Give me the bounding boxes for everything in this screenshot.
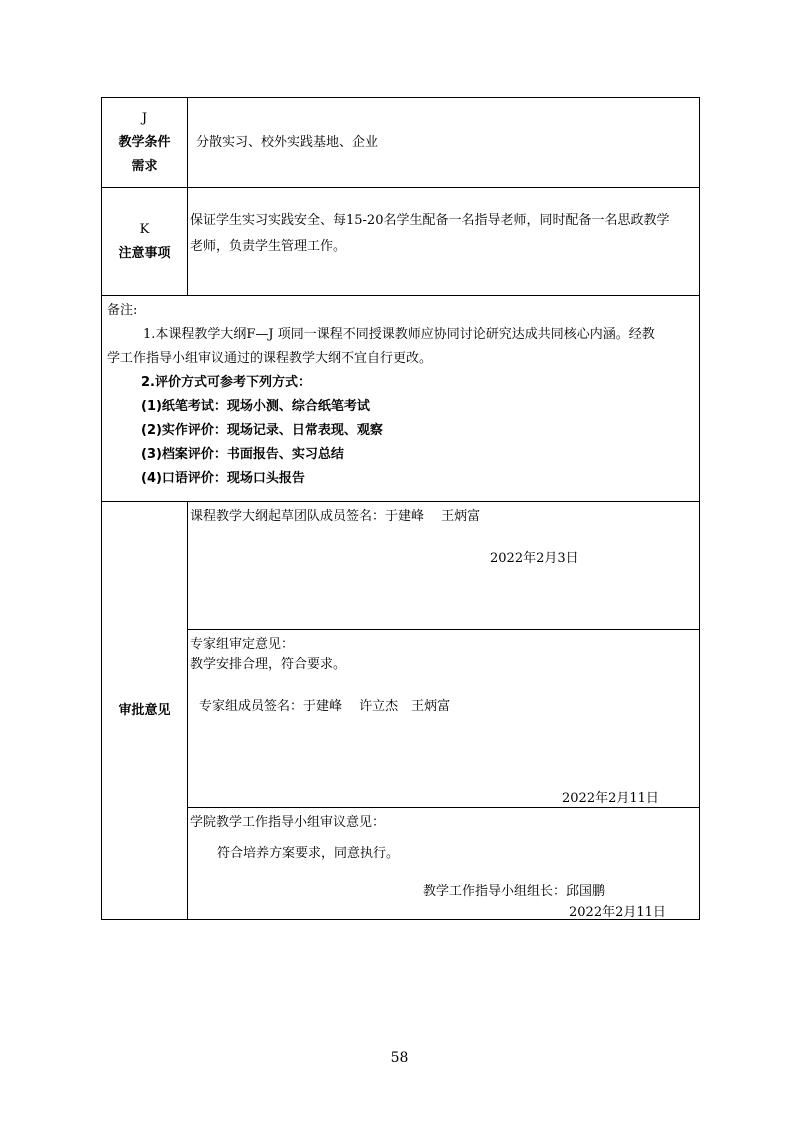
attention-label: 注意事项 [118, 245, 171, 261]
drafting-signature-line: 课程教学大纲起草团队成员签名：于建峰 王炳富 [190, 509, 481, 524]
approval-expert-row [102, 630, 700, 808]
college-date: 2022年2月11日 [569, 905, 666, 920]
conditions-code: J [141, 110, 148, 126]
attention-content-line1: 保证学生实习实践安全、每15-20名学生配备一名指导老师，同时配备一名思政教学 [190, 213, 670, 228]
evaluation-method: (2)实作评价：现场记录、日常表现、观察 [141, 423, 383, 438]
evaluation-method: (3)档案评价：书面报告、实习总结 [141, 447, 344, 462]
expert-signature-line: 专家组成员签名：于建峰 许立杰 王炳富 [199, 699, 451, 714]
remarks-row [102, 296, 700, 502]
attention-label-cell [102, 188, 188, 296]
conditions-content: 分散实习、校外实践基地、企业 [196, 134, 379, 150]
expert-title: 专家组审定意见： [190, 637, 295, 652]
attention-row [102, 188, 700, 296]
conditions-label-cell [102, 98, 188, 188]
expert-cell [188, 630, 700, 808]
college-title: 学院教学工作指导小组审议意见： [190, 815, 386, 830]
remarks-item2: 2.评价方式可参考下列方式： [141, 375, 311, 390]
evaluation-method: (4)口语评价：现场口头报告 [141, 471, 305, 486]
college-leader-line: 教学工作指导小组组长：邱国鹏 [423, 884, 606, 899]
remarks-item1-line2: 学工作指导小组审议通过的课程教学大纲不宜自行更改。 [107, 351, 433, 366]
remarks-title: 备注: [107, 303, 138, 318]
evaluation-method: (1)纸笔考试：现场小测、综合纸笔考试 [141, 399, 370, 414]
college-opinion: 符合培养方案要求，同意执行。 [217, 846, 400, 861]
conditions-content-cell [188, 98, 700, 188]
approval-label-cell [102, 502, 188, 920]
expert-date: 2022年2月11日 [562, 791, 659, 806]
drafting-cell [188, 502, 700, 630]
attention-code: K [139, 221, 150, 237]
attention-content-line2: 老师，负责学生管理工作。 [190, 239, 347, 254]
remarks-cell [102, 296, 700, 502]
approval-college-row [102, 808, 700, 920]
approval-label: 审批意见 [118, 702, 171, 718]
attention-content-cell [188, 188, 700, 296]
expert-opinion: 教学安排合理，符合要求。 [190, 657, 347, 672]
conditions-row [102, 98, 700, 188]
conditions-label-line1: 教学条件 [118, 134, 171, 150]
remarks-item1-line1: 1.本课程教学大纲F—J 项同一课程不同授课教师应协同讨论研究达成共同核心内涵。经教 [143, 327, 655, 342]
syllabus-form-table [101, 97, 700, 920]
college-cell [188, 808, 700, 920]
page-number: 58 [390, 1050, 409, 1066]
conditions-label-line2: 需求 [131, 158, 158, 174]
drafting-date: 2022年2月3日 [490, 551, 579, 566]
approval-drafting-row [102, 502, 700, 630]
